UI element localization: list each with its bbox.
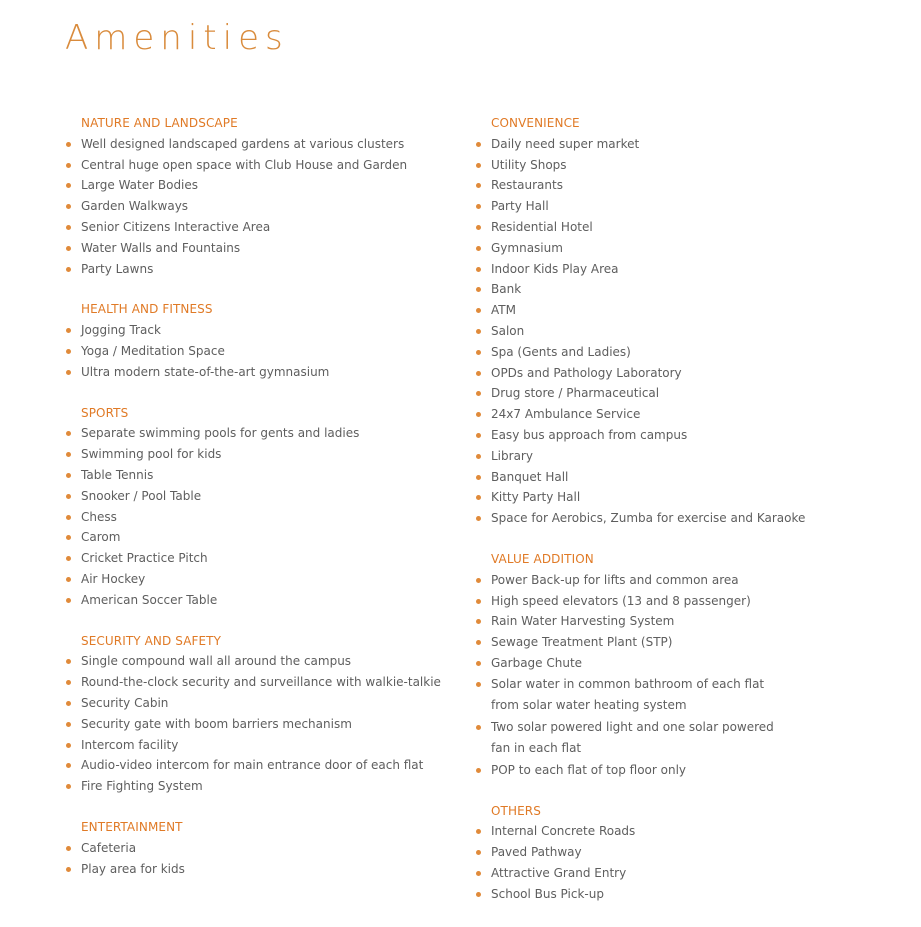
amenity-label: Party Lawns <box>81 261 154 276</box>
amenity-list <box>476 821 896 904</box>
bullet-icon <box>66 494 71 499</box>
bullet-icon <box>66 328 71 333</box>
amenity-label: Well designed landscaped gardens at various clusters <box>81 136 405 151</box>
amenity-item <box>476 570 896 591</box>
amenity-label: Library <box>491 448 533 463</box>
amenity-item <box>66 859 456 880</box>
bullet-icon <box>66 784 71 789</box>
amenity-list <box>66 134 456 280</box>
amenity-item <box>66 486 456 507</box>
amenity-label: Water Walls and Fountains <box>81 240 241 255</box>
bullet-icon <box>476 495 481 500</box>
amenity-label: Security gate with boom barriers mechanism <box>81 716 352 731</box>
bullet-icon <box>476 350 481 355</box>
bullet-icon <box>66 743 71 748</box>
amenity-item <box>476 404 896 425</box>
bullet-icon <box>66 204 71 209</box>
bullet-icon <box>476 163 481 168</box>
bullet-icon <box>476 433 481 438</box>
amenity-item <box>476 717 791 760</box>
bullet-icon <box>476 599 481 604</box>
bullet-icon <box>66 452 71 457</box>
bullet-icon <box>66 246 71 251</box>
bullet-icon <box>66 267 71 272</box>
bullet-icon <box>66 659 71 664</box>
amenity-item <box>66 693 456 714</box>
amenity-label: Audio-video intercom for main entrance door of each flat <box>81 758 424 773</box>
amenity-item <box>476 217 896 238</box>
bullet-icon <box>476 619 481 624</box>
amenity-item <box>476 196 896 217</box>
bullet-icon <box>66 535 71 540</box>
amenity-label: Internal Concrete Roads <box>491 824 636 839</box>
amenity-label: Security Cabin <box>81 695 169 710</box>
amenity-item <box>66 735 456 756</box>
amenity-item <box>476 300 896 321</box>
page-title: Amenities <box>65 18 289 58</box>
right-column <box>476 113 896 925</box>
section-heading: VALUE ADDITION <box>491 551 594 566</box>
section-others <box>476 801 896 905</box>
amenity-label: Table Tennis <box>81 467 154 482</box>
amenity-item <box>66 362 456 383</box>
amenity-label: Chess <box>81 509 117 524</box>
amenity-label: Single compound wall all around the campus <box>81 654 352 669</box>
amenity-label: ATM <box>491 303 516 318</box>
bullet-icon <box>66 515 71 520</box>
left-column <box>66 113 456 899</box>
amenity-item <box>476 238 896 259</box>
bullet-icon <box>66 473 71 478</box>
amenity-label: Daily need super market <box>491 136 640 151</box>
bullet-icon <box>476 871 481 876</box>
amenity-item <box>476 155 896 176</box>
amenity-label: Senior Citizens Interactive Area <box>81 219 271 234</box>
bullet-icon <box>476 142 481 147</box>
bullet-icon <box>66 370 71 375</box>
amenity-item <box>66 217 456 238</box>
amenity-label: Separate swimming pools for gents and ladies <box>81 426 360 441</box>
amenity-list <box>476 570 896 781</box>
amenity-list <box>66 423 456 610</box>
amenity-item <box>66 527 456 548</box>
amenity-item <box>476 632 896 653</box>
amenity-label: Power Back-up for lifts and common area <box>491 572 739 587</box>
amenity-item <box>66 776 456 797</box>
amenity-item <box>476 821 896 842</box>
bullet-icon <box>476 892 481 897</box>
amenity-item <box>476 467 896 488</box>
amenity-label: Easy bus approach from campus <box>491 427 688 442</box>
amenity-item <box>476 175 896 196</box>
bullet-icon <box>476 454 481 459</box>
bullet-icon <box>66 431 71 436</box>
amenity-label: Kitty Party Hall <box>491 490 581 505</box>
amenity-label: Spa (Gents and Ladies) <box>491 344 631 359</box>
bullet-icon <box>476 850 481 855</box>
amenity-item <box>476 674 791 717</box>
amenity-item <box>476 653 896 674</box>
amenity-label: Central huge open space with Club House and Garden <box>81 157 408 172</box>
amenity-item <box>476 611 896 632</box>
amenity-label: Snooker / Pool Table <box>81 488 202 503</box>
amenity-label: Carom <box>81 530 121 545</box>
amenity-item <box>476 259 896 280</box>
amenity-item <box>476 863 896 884</box>
bullet-icon <box>66 680 71 685</box>
bullet-icon <box>476 371 481 376</box>
amenity-label: Drug store / Pharmaceutical <box>491 386 660 401</box>
bullet-icon <box>476 329 481 334</box>
amenity-label: Swimming pool for kids <box>81 447 222 462</box>
amenity-label: Restaurants <box>491 178 563 193</box>
section-convenience <box>476 113 896 529</box>
amenity-item <box>66 838 456 859</box>
amenity-item <box>66 465 456 486</box>
amenity-label: Indoor Kids Play Area <box>491 261 619 276</box>
section-heading: NATURE AND LANDSCAPE <box>81 116 238 130</box>
bullet-icon <box>476 829 481 834</box>
amenity-item <box>476 134 896 155</box>
amenity-label: High speed elevators (13 and 8 passenger) <box>491 593 751 608</box>
bullet-icon <box>66 701 71 706</box>
amenity-label: Large Water Bodies <box>81 178 199 193</box>
bullet-icon <box>66 763 71 768</box>
amenity-label: Intercom facility <box>81 737 179 752</box>
section-heading: SECURITY AND SAFETY <box>81 633 222 648</box>
amenity-label: Residential Hotel <box>491 219 593 234</box>
amenity-label: Air Hockey <box>81 571 146 586</box>
amenity-item <box>66 134 456 155</box>
amenity-label: School Bus Pick-up <box>491 886 604 901</box>
bullet-icon <box>66 556 71 561</box>
section-health-and-fitness <box>66 299 456 382</box>
amenity-item <box>476 279 896 300</box>
amenity-item <box>66 755 456 776</box>
amenity-label: Garden Walkways <box>81 199 189 214</box>
amenity-label: Utility Shops <box>491 157 567 172</box>
bullet-icon <box>66 577 71 582</box>
bullet-icon <box>476 391 481 396</box>
amenity-label: Cricket Practice Pitch <box>81 551 208 566</box>
amenity-label: Party Hall <box>491 199 549 214</box>
section-heading: OTHERS <box>491 803 541 818</box>
amenity-item <box>66 590 456 611</box>
amenity-label: Gymnasium <box>491 240 563 255</box>
amenity-item <box>476 591 896 612</box>
bullet-icon <box>476 682 481 687</box>
amenity-item <box>66 238 456 259</box>
bullet-icon <box>66 183 71 188</box>
amenity-label: Space for Aerobics, Zumba for exercise and Karaoke <box>491 511 806 526</box>
section-value-addition <box>476 549 896 781</box>
amenity-label: Rain Water Harvesting System <box>491 614 675 629</box>
bullet-icon <box>66 225 71 230</box>
amenity-item <box>476 383 896 404</box>
section-heading: ENTERTAINMENT <box>81 819 183 834</box>
amenity-label: Salon <box>491 323 525 338</box>
amenity-item <box>476 760 896 781</box>
amenity-item <box>66 155 456 176</box>
amenity-item <box>66 423 456 444</box>
section-heading: SPORTS <box>81 405 129 420</box>
section-security-and-safety <box>66 631 456 797</box>
amenity-label: Attractive Grand Entry <box>491 865 627 880</box>
amenity-label: Play area for kids <box>81 861 185 876</box>
section-entertainment <box>66 817 456 879</box>
bullet-icon <box>476 725 481 730</box>
amenity-list <box>66 320 456 382</box>
amenity-label: Two solar powered light and one solar powered fan in each flat <box>491 719 774 756</box>
bullet-icon <box>476 183 481 188</box>
amenity-item <box>476 321 896 342</box>
bullet-icon <box>476 246 481 251</box>
bullet-icon <box>66 722 71 727</box>
amenity-item <box>476 884 896 905</box>
amenity-item <box>476 425 896 446</box>
amenity-item <box>66 341 456 362</box>
amenity-item <box>476 342 896 363</box>
amenity-label: Solar water in common bathroom of each flat from solar water heating system <box>491 676 765 713</box>
amenity-label: POP to each flat of top floor only <box>491 762 687 777</box>
section-heading: CONVENIENCE <box>491 116 580 130</box>
amenity-label: American Soccer Table <box>81 592 218 607</box>
amenity-item <box>66 569 456 590</box>
bullet-icon <box>66 349 71 354</box>
amenity-label: Yoga / Meditation Space <box>81 343 225 358</box>
amenity-item <box>66 444 456 465</box>
amenity-label: OPDs and Pathology Laboratory <box>491 365 682 380</box>
amenity-label: 24x7 Ambulance Service <box>491 407 641 422</box>
bullet-icon <box>66 142 71 147</box>
amenity-item <box>66 651 456 672</box>
bullet-icon <box>476 267 481 272</box>
amenity-item <box>476 842 896 863</box>
amenity-label: Round-the-clock security and surveillance with walkie-talkie <box>81 675 441 690</box>
amenity-item <box>476 446 896 467</box>
amenity-label: Garbage Chute <box>491 655 583 670</box>
amenity-label: Paved Pathway <box>491 845 582 860</box>
section-heading: HEALTH AND FITNESS <box>81 302 213 317</box>
section-nature-and-landscape <box>66 113 456 279</box>
amenity-label: Fire Fighting System <box>81 779 203 794</box>
amenity-label: Cafeteria <box>81 840 137 855</box>
bullet-icon <box>476 640 481 645</box>
bullet-icon <box>476 768 481 773</box>
amenity-label: Ultra modern state-of-the-art gymnasium <box>81 364 330 379</box>
bullet-icon <box>476 308 481 313</box>
amenity-item <box>66 714 456 735</box>
amenity-item <box>66 196 456 217</box>
bullet-icon <box>476 578 481 583</box>
bullet-icon <box>66 598 71 603</box>
amenity-label: Bank <box>491 282 522 297</box>
amenity-list <box>476 134 896 529</box>
amenity-label: Sewage Treatment Plant (STP) <box>491 635 673 650</box>
amenity-item <box>476 487 896 508</box>
amenity-item <box>476 508 896 529</box>
bullet-icon <box>476 225 481 230</box>
amenity-item <box>66 259 456 280</box>
amenity-item <box>66 548 456 569</box>
amenity-label: Banquet Hall <box>491 469 569 484</box>
bullet-icon <box>66 846 71 851</box>
bullet-icon <box>476 287 481 292</box>
amenity-item <box>66 507 456 528</box>
bullet-icon <box>476 412 481 417</box>
amenity-label: Jogging Track <box>81 323 161 338</box>
amenity-list <box>66 651 456 797</box>
amenity-list <box>66 838 456 880</box>
bullet-icon <box>476 475 481 480</box>
bullet-icon <box>66 867 71 872</box>
amenity-item <box>66 672 456 693</box>
bullet-icon <box>66 163 71 168</box>
section-sports <box>66 403 456 611</box>
bullet-icon <box>476 516 481 521</box>
bullet-icon <box>476 661 481 666</box>
amenity-item <box>476 363 896 384</box>
bullet-icon <box>476 204 481 209</box>
amenity-item <box>66 175 456 196</box>
amenity-item <box>66 320 456 341</box>
